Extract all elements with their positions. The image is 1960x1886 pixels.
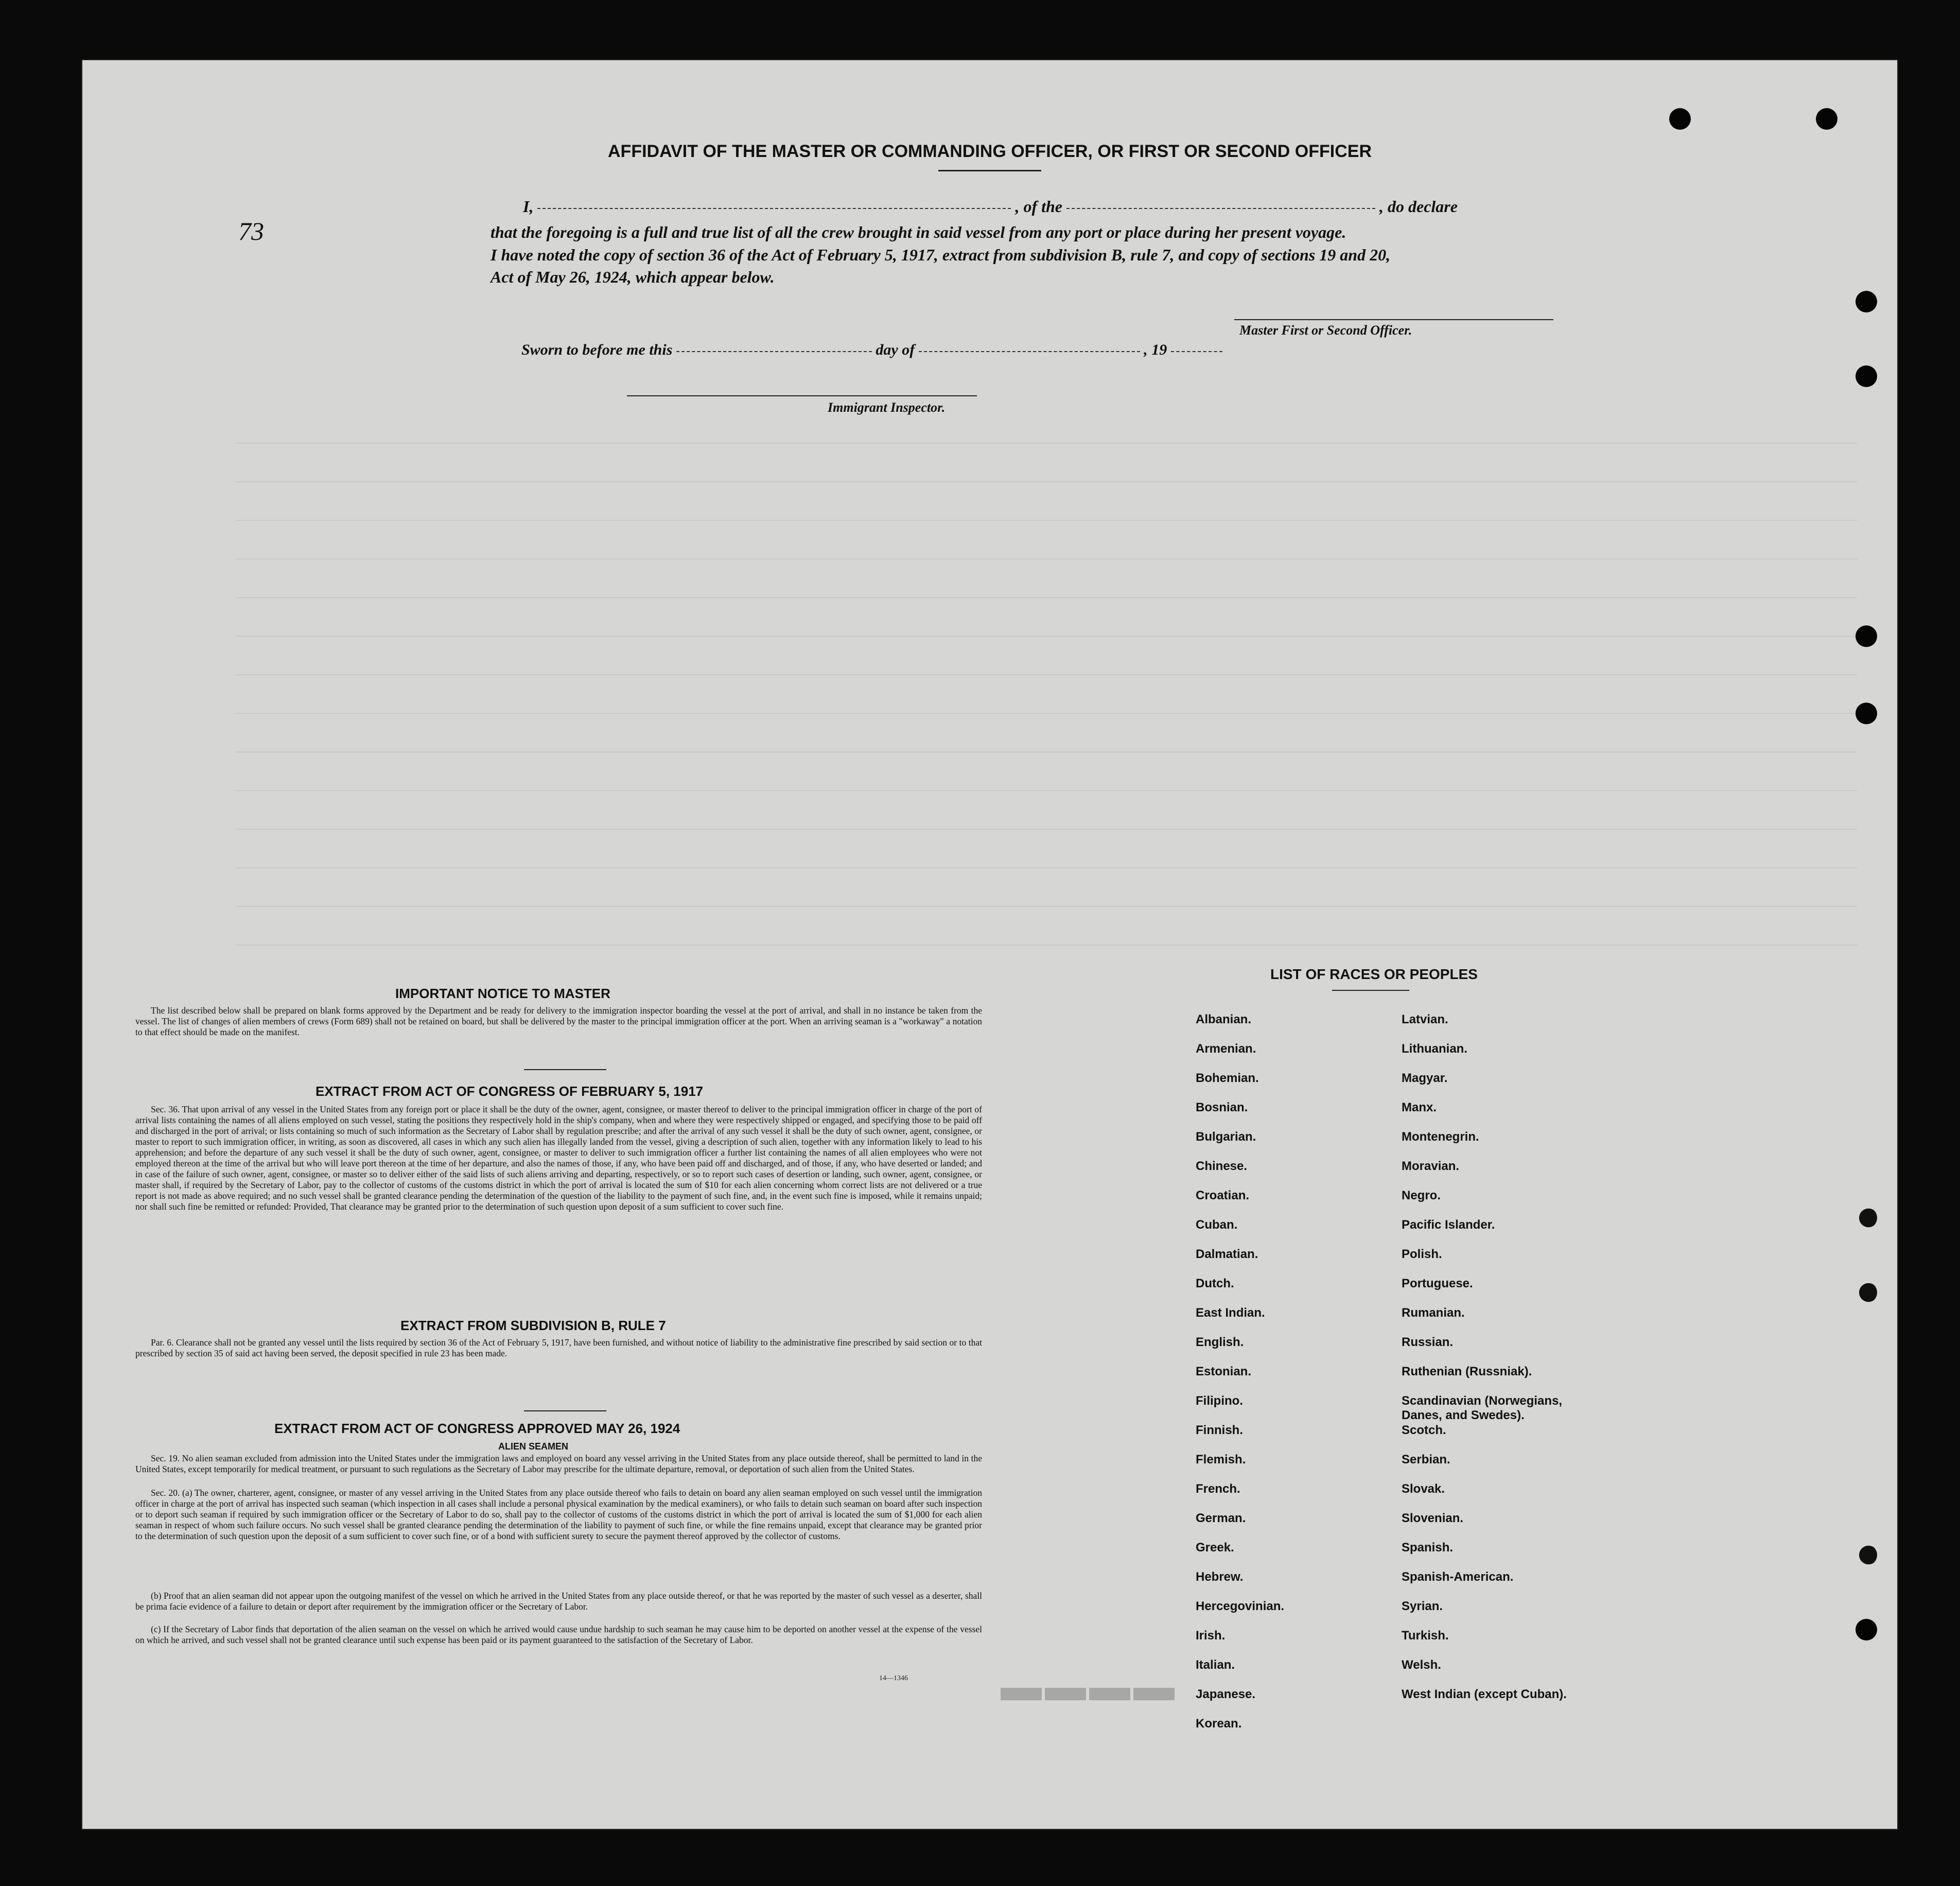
race-item: Dutch. <box>1196 1277 1234 1290</box>
race-item: Manx. <box>1402 1101 1437 1114</box>
sec-20a-text: Sec. 20. (a) The owner, charterer, agent, consignee, or master of any vessel arriving in the United States from any place outside thereof who fails to detain on board any alien seaman employed on such vessel until the immigration officer in charge at the port of arrival has inspected such seaman (which inspection in all cases shall include a personal physical examination by the medical examiners), or who fails to detain such seaman on board after such inspection or to deport such seaman if required by such immigration officer or the Secretary of Labor to do so, shall pay to the collector of customs of the customs district in which the port of arrival is located the sum of $1,000 for each alien seaman in respect of whom such failure occurs. No such vessel shall be granted clearance pending the determination of the liability to payment of such fine, or while the fine remains unpaid, except that clearance may be granted prior to the determination of such question upon the deposit of a sum sufficient to cover such fine, or of a bond with sufficient surety to secure the payment thereof approved by the collector of customs. <box>135 1488 982 1541</box>
race-item: Lithuanian. <box>1402 1042 1467 1056</box>
declare-label: , do declare <box>1379 197 1458 216</box>
race-item: Italian. <box>1196 1658 1235 1672</box>
race-item: Albanian. <box>1196 1012 1252 1026</box>
race-item: Korean. <box>1196 1717 1242 1731</box>
race-item: Latvian. <box>1402 1012 1448 1026</box>
race-item: Dalmatian. <box>1196 1247 1258 1261</box>
race-item: Magyar. <box>1402 1071 1448 1085</box>
race-item: Spanish-American. <box>1402 1570 1514 1584</box>
race-item: Scotch. <box>1402 1423 1446 1437</box>
race-item: English. <box>1196 1335 1244 1349</box>
sworn-month-field[interactable] <box>919 351 1140 352</box>
race-item: Scandinavian (Norwegians, Danes, and Swedes). <box>1402 1394 1563 1422</box>
races-rule <box>1332 990 1409 991</box>
declaration-text-2: that the foregoing is a full and true list of all the crew brought in said vessel from any port or place during her present voyage. <box>491 223 1346 241</box>
important-notice-title: IMPORTANT NOTICE TO MASTER <box>395 986 610 1001</box>
race-item: Serbian. <box>1402 1453 1450 1466</box>
subdivision-title: EXTRACT FROM SUBDIVISION B, RULE 7 <box>400 1318 666 1333</box>
race-item: Bulgarian. <box>1196 1130 1256 1144</box>
race-item: Filipino. <box>1196 1394 1243 1408</box>
subdivision-text: Par. 6. Clearance shall not be granted any vessel until the lists required by section 36 of the Act of February 5, 1917, have been furnished, and without notice of liability to the administrative fine prescribed by said section or to that prescribed by section 35 of said act having been served, the deposit specified in rule 23 has been made. <box>135 1337 982 1358</box>
race-item: French. <box>1196 1482 1240 1496</box>
affidavit-title: AFFIDAVIT OF THE MASTER OR COMMANDING OFFICER, OR FIRST OR SECOND OFFICER <box>608 142 1372 161</box>
race-item: Russian. <box>1402 1335 1454 1349</box>
race-item: Montenegrin. <box>1402 1130 1479 1144</box>
year-label: , 19 <box>1144 341 1167 358</box>
important-notice-text: The list described below shall be prepared on blank forms approved by the Department and be ready for delivery to the immigration inspector boarding the vessel at the port of arrival, and shall in no instance be taken from the vessel. The list of changes of alien members of crews (Form 689) shall not be retained on board, but shall be delivered by the master to the principal immigration officer at the port. When an arriving seaman is a "workaway" a notation to that effect should be made on the manifest. <box>135 1005 982 1037</box>
divider <box>524 1410 606 1411</box>
race-item: Greek. <box>1196 1541 1234 1555</box>
race-item: West Indian (except Cuban). <box>1402 1687 1567 1701</box>
sec-20b-text: (b) Proof that an alien seaman did not appear upon the outgoing manifest of the vessel on which he arrived in the United States from any place outside thereof, or that he was reported by the master of such vessel as a deserter, shall be prima facie evidence of a failure to detain or deport after requirement by the immigration officer or the Secretary of Labor. <box>135 1591 982 1612</box>
race-item: Portuguese. <box>1402 1277 1473 1290</box>
extract-1924-title: EXTRACT FROM ACT OF CONGRESS APPROVED MAY 26, 1924 <box>274 1421 680 1436</box>
race-item: Chinese. <box>1196 1159 1248 1173</box>
punch-hole <box>1856 291 1877 312</box>
races-right-column <box>1402 1012 1597 1717</box>
punch-hole <box>1856 365 1877 387</box>
race-item: Slovenian. <box>1402 1511 1464 1525</box>
race-item: Welsh. <box>1402 1658 1441 1672</box>
sec-19-text: Sec. 19. No alien seaman excluded from admission into the United States under the immigration laws and employed on board any vessel arriving in the United States from any place outside thereof, shall be permitted to land in the United States, except temporarily for medical treatment, or pursuant to such regulations as the Secretary of Labor may prescribe for the ultimate departure, removal, or deportation of such alien from the United States. <box>135 1453 982 1474</box>
inspector-label: Immigrant Inspector. <box>828 400 946 415</box>
sworn-year-field[interactable] <box>1171 351 1222 352</box>
sworn-day-field[interactable] <box>676 351 872 352</box>
punch-hole <box>1856 1282 1877 1303</box>
race-item: Flemish. <box>1196 1453 1246 1466</box>
punch-hole <box>1856 703 1877 724</box>
shipping-line-stamp: ▬▬▬▬ <box>997 1679 1175 1725</box>
title-rule <box>938 170 1041 171</box>
declaration-text-3: I have noted the copy of section 36 of the Act of February 5, 1917, extract from subdivision B, rule 7, and copy of sections 19 and 20, <box>491 246 1391 264</box>
race-item: Cuban. <box>1196 1218 1238 1232</box>
race-item: Finnish. <box>1196 1423 1243 1437</box>
race-item: Japanese. <box>1196 1687 1256 1701</box>
race-item: Polish. <box>1402 1247 1442 1261</box>
inspector-signature-line[interactable] <box>627 395 977 396</box>
race-item: East Indian. <box>1196 1306 1265 1320</box>
declaration-text-4: Act of May 26, 1924, which appear below. <box>491 268 775 286</box>
divider <box>524 1069 606 1070</box>
race-item: Syrian. <box>1402 1599 1443 1613</box>
race-item: Estonian. <box>1196 1365 1252 1378</box>
manifest-page <box>81 59 1898 1830</box>
declarant-name-field[interactable] <box>537 207 1011 209</box>
race-item: Spanish. <box>1402 1541 1454 1555</box>
form-code: 14—1346 <box>879 1674 908 1682</box>
day-of-label: day of <box>876 341 915 358</box>
alien-seamen-heading: ALIEN SEAMEN <box>498 1441 569 1452</box>
sworn-prefix: Sworn to before me this <box>521 341 673 358</box>
race-item: Slovak. <box>1402 1482 1445 1496</box>
extract-1917-text: Sec. 36. That upon arrival of any vessel in the United States from any foreign port or place it shall be the duty of the owner, agent, consignee, or master thereof to deliver to the principal immigration officer in charge of the port of arrival lists containing the names of all aliens employed on such vessel, stating the positions they respectively hold in the ship's company, when and where they were respectively shipped or engaged, and specifying those to be paid off and discharged in the port of arrival; or lists containing so much of such information as the Secretary of Labor shall by regulation prescribe; and after the arrival of any such vessel it shall be the duty of such owner, agent, consignee, or master to report to such immigration officer, in writing, as soon as discovered, all cases in which any such alien has illegally landed from the vessel, giving a description of such alien, together with any information likely to lead to his apprehension; and before the departure of any such vessel it shall be the duty of such owner, agent, consignee, or master to deliver to such immigration officer a further list containing the names of all alien employees who were not employed thereon at the time of the arrival but who will leave port thereon at the time of her departure, and also the names of those, if any, who have been paid off and discharged, and of those, if any, who have deserted or landed; and in case of the failure of such owner, agent, consignee, or master so to deliver either of the said lists of such aliens arriving and departing, respectively, or so to report such cases of desertion or landing, such owner, agent, consignee, or master shall, if required by the Secretary of Labor, pay to the collector of customs of the customs district in which the port of arrival is located the sum of $10 for each alien concerning whom correct lists are not delivered or a true report is not made as above required; and no such vessel shall be granted clearance pending the determination of the question of the liability to the payment of such fine, and, in the event such fine is imposed, while it remains unpaid; nor shall such fine be remitted or refunded: Provided, That clearance may be granted prior to the determination of such question upon deposit of a sum sufficient to cover such fine. <box>135 1104 982 1212</box>
punch-hole <box>1856 1544 1877 1566</box>
declaration-line <box>523 197 1458 216</box>
sec-20c-text: (c) If the Secretary of Labor finds that deportation of the alien seaman on the vessel on which he arrived would cause undue hardship to such seaman he may cause him to be deported on another vessel at the expense of the vessel on which he arrived, and such vessel shall not be granted clearance until such expense has been paid or its payment guaranteed to the satisfaction of the Secretary of Labor. <box>135 1624 982 1645</box>
declarant-prefix: I, <box>523 197 534 216</box>
race-item: Armenian. <box>1196 1042 1256 1056</box>
race-item: Croatian. <box>1196 1189 1250 1202</box>
race-item: Ruthenian (Russniak). <box>1402 1365 1532 1378</box>
sworn-line <box>521 341 1222 359</box>
race-item: Hercegovinian. <box>1196 1599 1285 1613</box>
race-item: Moravian. <box>1402 1159 1460 1173</box>
punch-hole <box>1816 108 1837 130</box>
extract-1917-title: EXTRACT FROM ACT OF CONGRESS OF FEBRUARY 5, 1917 <box>316 1084 704 1099</box>
punch-hole <box>1669 108 1691 130</box>
punch-hole <box>1856 625 1877 647</box>
race-item: Bosnian. <box>1196 1101 1248 1114</box>
punch-hole <box>1856 1207 1877 1229</box>
race-item: Bohemian. <box>1196 1071 1259 1085</box>
vessel-name-field[interactable] <box>1066 207 1375 209</box>
race-item: Negro. <box>1402 1189 1441 1202</box>
races-title: LIST OF RACES OR PEOPLES <box>1270 966 1478 982</box>
race-item: Pacific Islander. <box>1402 1218 1495 1232</box>
race-item: Rumanian. <box>1402 1306 1465 1320</box>
race-item: Irish. <box>1196 1629 1226 1643</box>
of-the-label: , of the <box>1015 197 1062 216</box>
races-left-column <box>1196 1012 1284 1746</box>
master-signature-line[interactable] <box>1234 319 1553 320</box>
margin-number: 73 <box>238 217 264 246</box>
master-label: Master First or Second Officer. <box>1239 323 1412 338</box>
race-item: Turkish. <box>1402 1629 1449 1643</box>
race-item: German. <box>1196 1511 1246 1525</box>
punch-hole <box>1856 1619 1877 1640</box>
race-item: Hebrew. <box>1196 1570 1244 1584</box>
